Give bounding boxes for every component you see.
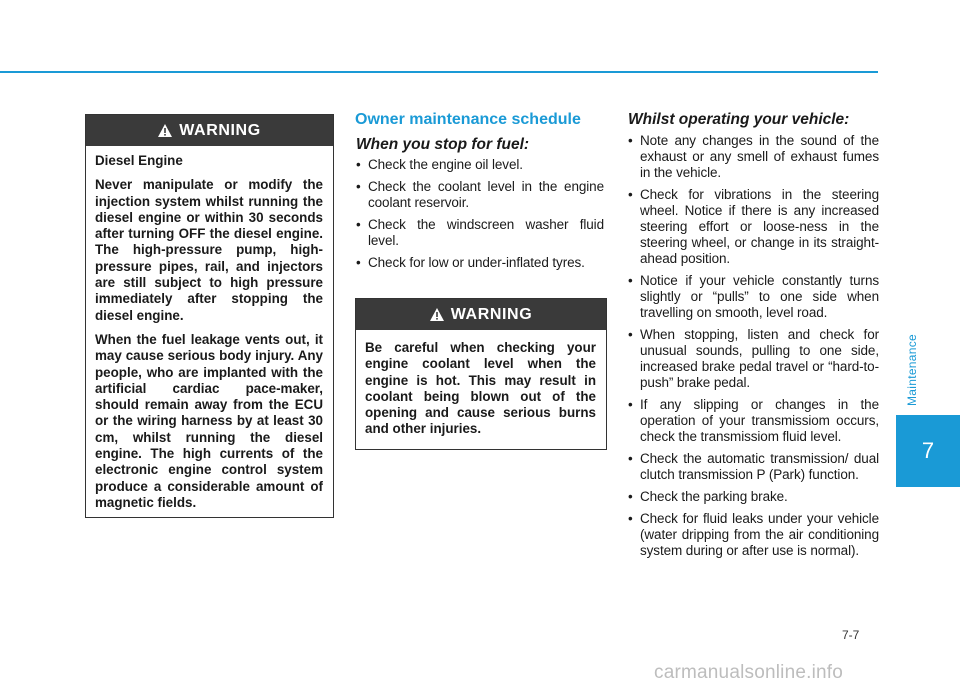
list-item: • Note any changes in the sound of the exhaust or any smell of exhaust fumes in the vehicle. <box>628 133 879 181</box>
warning-paragraph: When the fuel leakage vents out, it may cause serious body injury. Any people, who are implanted with the artificial cardiac pace-maker, should remain away from the ECU or the wiring harness by at least 30 cm, whilst running the diesel engine. The high currents of the electronic engine control system produce a considerable amount of magnetic fields. <box>95 331 323 510</box>
warning-heading: WARNING <box>179 121 261 139</box>
chapter-tab: 7 <box>896 415 960 487</box>
page-number: 7-7 <box>842 628 860 642</box>
list-item: • Check for fluid leaks under your vehicle (water dripping from the air conditioning system during or after use is normal). <box>628 511 879 559</box>
list-item: • Check the windscreen washer fluid level. <box>356 217 604 249</box>
warning-body <box>86 146 333 519</box>
watermark: carmanualsonline.info <box>654 662 844 683</box>
list-item: • If any slipping or changes in the operation of your transmissiom occurs, check the transmissiom fluid level. <box>628 397 879 445</box>
chapter-side-label <box>904 333 920 407</box>
warning-triangle-icon <box>158 124 172 137</box>
operating-list <box>628 133 879 565</box>
header-rule <box>0 71 878 73</box>
warning-paragraph: Be careful when checking your engine coolant level when the engine is hot. This may result in coolant being blown out of the opening and cause serious burns and other injuries. <box>365 340 596 437</box>
warning-title: Diesel Engine <box>95 153 183 168</box>
operating-subtitle: Whilst operating your vehicle: <box>628 111 850 128</box>
diesel-warning-box <box>85 114 334 518</box>
list-item: • Check the engine oil level. <box>356 157 604 173</box>
list-item: • Check the parking brake. <box>628 489 879 505</box>
warning-body <box>356 330 606 446</box>
list-item: • Check the automatic transmission/ dual clutch transmission P (Park) function. <box>628 451 879 483</box>
fuel-stop-subtitle: When you stop for fuel: <box>356 136 530 153</box>
list-item: • Notice if your vehicle constantly turns slightly or “pulls” to one side when travelling on smooth, level road. <box>628 273 879 321</box>
warning-header <box>86 115 333 146</box>
warning-heading: WARNING <box>450 305 533 323</box>
list-item: • Check the coolant level in the engine coolant reservoir. <box>356 179 604 211</box>
warning-triangle-icon <box>430 308 444 321</box>
list-item: • Check for low or under-inflated tyres. <box>356 255 604 271</box>
coolant-warning-box <box>355 298 607 450</box>
fuel-stop-list <box>356 157 604 277</box>
list-item: • When stopping, listen and check for unusual sounds, pulling to one side, increased brake pedal travel or “hard-to-push” brake pedal. <box>628 327 879 391</box>
section-title: Owner maintenance schedule <box>355 111 581 128</box>
chapter-label-text: Maintenance <box>905 333 920 407</box>
warning-header <box>356 299 606 330</box>
list-item: • Check for vibrations in the steering wheel. Notice if there is any increased steering effort or loose-ness in the steering wheel, or change in its straight-ahead position. <box>628 187 879 267</box>
warning-paragraph: Never manipulate or modify the injection system whilst running the diesel engine or within 30 seconds after turning OFF the diesel engine. The high-pressure pump, high-pressure pipes, rail, and injectors are still subject to high pressure immediately after stopping the diesel engine. <box>95 177 323 323</box>
